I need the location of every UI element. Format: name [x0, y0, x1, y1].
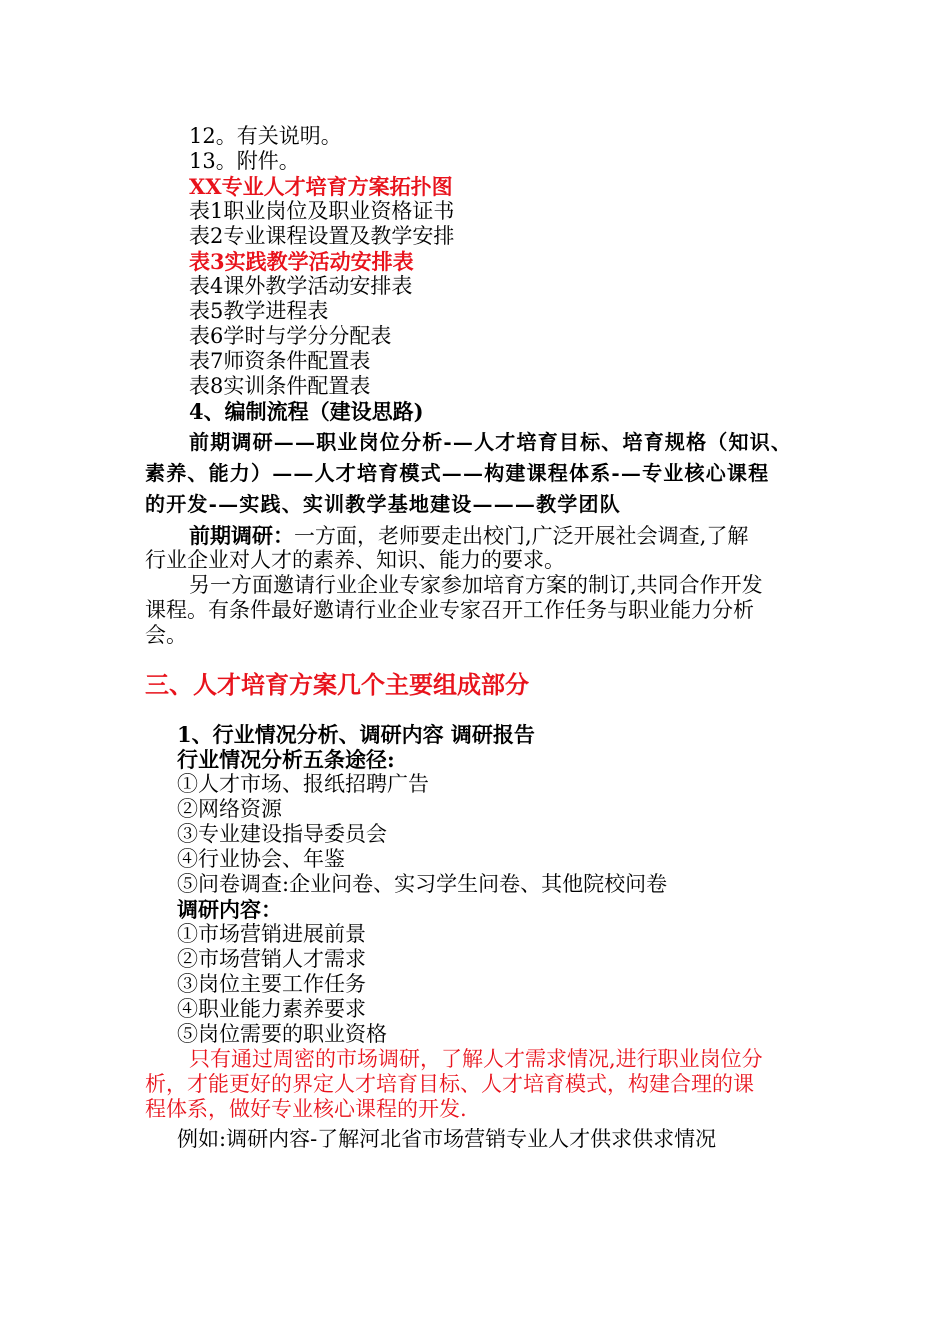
toc-item: 表2专业课程设置及教学安排 [189, 224, 455, 248]
research-item: ④职业能力素养要求 [177, 997, 366, 1021]
toc-item: 表8实训条件配置表 [189, 374, 371, 398]
para-experts-line: 课程。有条件最好邀请行业企业专家召开工作任务与职业能力分析 [145, 598, 754, 622]
red-para-line: 析，才能更好的界定人才培育目标、人才培育模式，构建合理的课 [145, 1072, 754, 1096]
research-item: ②市场营销人才需求 [177, 947, 366, 971]
route-item: ⑤问卷调查:企业问卷、实习学生问卷、其他院校问卷 [177, 872, 668, 896]
red-para-line: 只有通过周密的市场调研，了解人才需求情况,进行职业岗位分 [189, 1047, 763, 1071]
para-research-label: 前期调研： [189, 523, 294, 548]
para-research-line: 行业企业对人才的素养、知识、能力的要求。 [145, 548, 565, 572]
process-heading: 4、编制流程（建设思路) [189, 399, 424, 424]
subsection-heading: 1、行业情况分析、调研内容 调研报告 [177, 722, 535, 747]
route-item: ①人才市场、报纸招聘广告 [177, 772, 429, 796]
route-item: ③专业建设指导委员会 [177, 822, 387, 846]
toc-item: 表1职业岗位及职业资格证书 [189, 199, 455, 223]
toc-item: 13。附件。 [189, 149, 300, 173]
route-item: ④行业协会、年鉴 [177, 847, 345, 871]
research-item: ①市场营销进展前景 [177, 922, 366, 946]
section-title: 三、人才培育方案几个主要组成部分 [145, 670, 529, 699]
toc-item: 表4课外教学活动安排表 [189, 274, 413, 298]
para-experts-line: 另一方面邀请行业企业专家参加培育方案的制订,共同合作开发 [189, 573, 763, 597]
process-flow-line: 素养、能力）——人才培育模式——构建课程体系-—专业核心课程 [145, 461, 770, 485]
research-item: ③岗位主要工作任务 [177, 972, 366, 996]
toc-item: 12。有关说明。 [189, 124, 342, 148]
toc-item: 表7师资条件配置表 [189, 349, 371, 373]
research-heading: 调研内容： [177, 897, 282, 922]
process-flow-line: 的开发-—实践、实训教学基地建设———教学团队 [145, 492, 621, 516]
red-para-line: 程体系，做好专业核心课程的开发. [145, 1097, 467, 1121]
toc-item: 表5教学进程表 [189, 299, 329, 323]
toc-item-topology: XX专业人才培育方案拓扑图 [189, 174, 453, 199]
para-experts-line: 会。 [145, 623, 187, 647]
para-research-text: 一方面，老师要走出校门,广泛开展社会调查,了解 [294, 524, 749, 548]
para-research-line [189, 523, 748, 549]
route-item: ②网络资源 [177, 797, 282, 821]
example-line: 例如:调研内容-了解河北省市场营销专业人才供求供求情况 [177, 1127, 717, 1151]
process-flow-line: 前期调研——职业岗位分析-—人才培育目标、培育规格（知识、 [189, 430, 793, 454]
research-item: ⑤岗位需要的职业资格 [177, 1022, 387, 1046]
toc-item-table3: 表3实践教学活动安排表 [189, 249, 414, 274]
routes-heading: 行业情况分析五条途径: [177, 747, 395, 772]
toc-item: 表6学时与学分分配表 [189, 324, 392, 348]
